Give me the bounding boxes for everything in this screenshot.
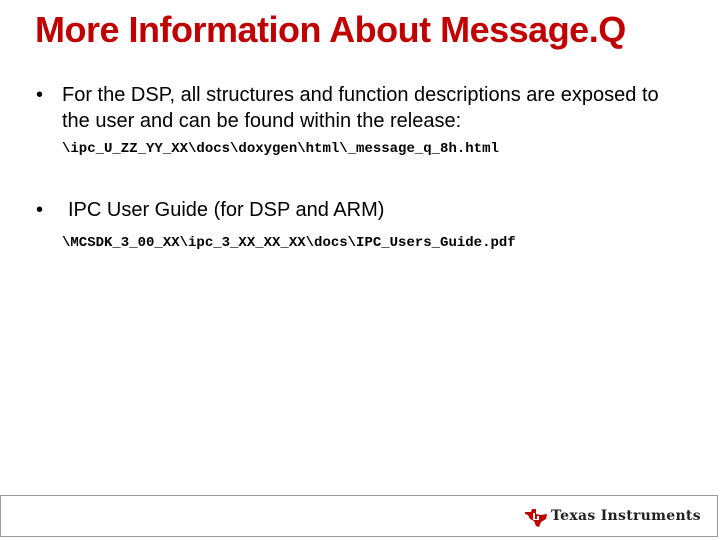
file-path: \MCSDK_3_00_XX\ipc_3_XX_XX_XX\docs\IPC_Users_Guide.pdf (62, 235, 516, 251)
bullet-text: IPC User Guide (for DSP and ARM) (68, 199, 385, 221)
bullet-marker: • (36, 84, 44, 106)
texas-instruments-logo-icon (524, 506, 548, 528)
bullet-text: For the DSP, all structures and function descriptions are exposed to the user and can be found within the release: (62, 84, 659, 132)
brand-name: Texas Instruments (551, 508, 701, 524)
slide-title: More Information About Message.Q (35, 9, 626, 50)
logo-shape (525, 509, 547, 527)
bullet-marker: • (36, 199, 44, 221)
file-path: \ipc_U_ZZ_YY_XX\docs\doxygen\html\_message_q_8h.html (62, 141, 499, 157)
